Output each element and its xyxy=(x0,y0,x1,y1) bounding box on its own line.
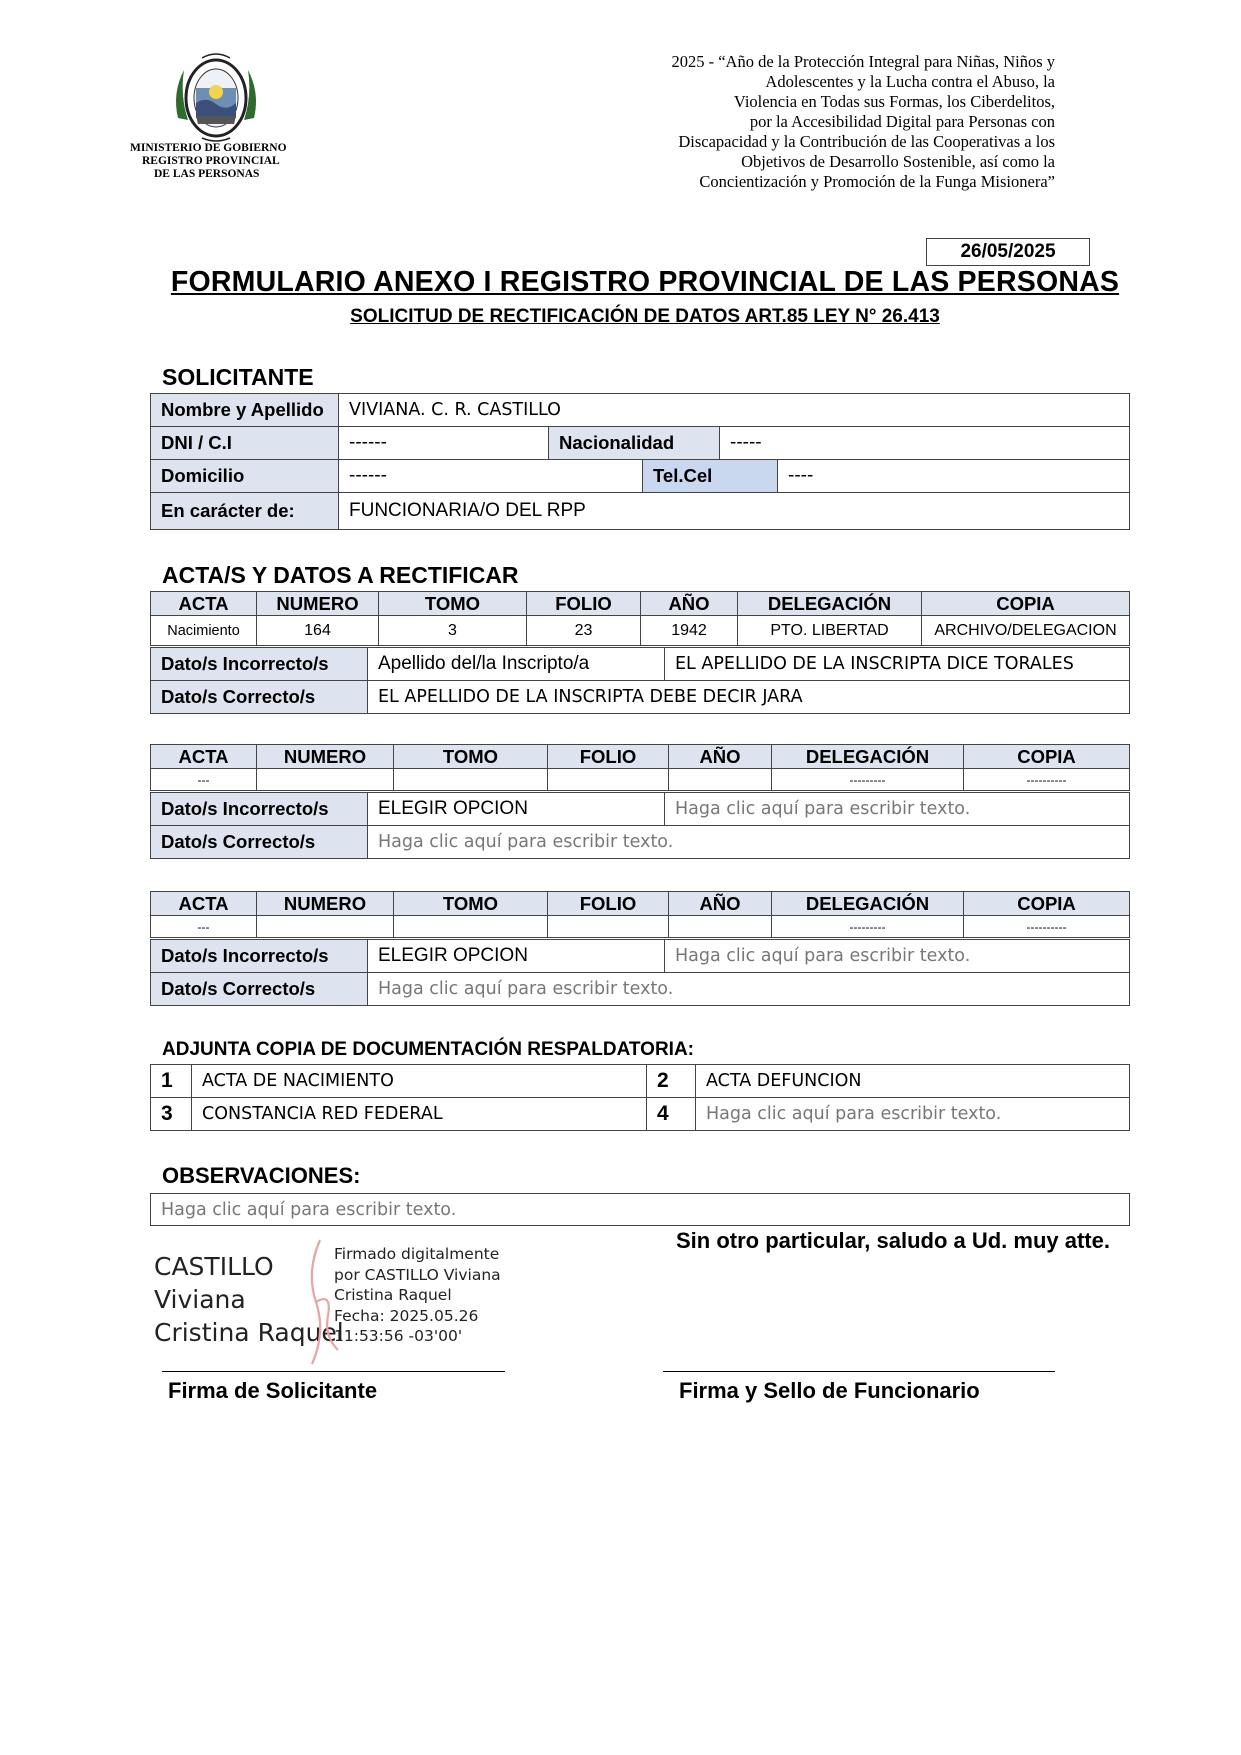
attachment-number: 3 xyxy=(151,1098,192,1131)
observations-table xyxy=(150,1193,1130,1226)
numero-field[interactable] xyxy=(257,916,394,938)
tomo-field[interactable] xyxy=(394,769,548,791)
tomo-field[interactable] xyxy=(394,916,548,938)
incorrect-option-select[interactable]: Apellido del/la Inscripto/a xyxy=(368,648,665,681)
incorrect-label: Dato/s Incorrecto/s xyxy=(151,648,368,681)
header-tomo: TOMO xyxy=(379,592,527,616)
attachment-number: 1 xyxy=(151,1065,192,1098)
attachments-table xyxy=(150,1064,1130,1131)
header-tomo: TOMO xyxy=(394,892,548,916)
acta-block-2-corrections xyxy=(150,792,1130,859)
header-numero: NUMERO xyxy=(257,592,379,616)
header-numero: NUMERO xyxy=(257,892,394,916)
header-acta: ACTA xyxy=(151,892,257,916)
form-title: FORMULARIO ANEXO I REGISTRO PROVINCIAL DE LAS PERSONAS xyxy=(170,266,1120,298)
header-tomo: TOMO xyxy=(394,745,548,769)
form-date[interactable]: 26/05/2025 xyxy=(926,238,1090,266)
delegacion-select[interactable]: PTO. LIBERTAD xyxy=(738,616,922,646)
dni-label: DNI / C.I xyxy=(151,427,339,460)
numero-field[interactable]: 164 xyxy=(257,616,379,646)
signature-detail-line: Firmado digitalmente xyxy=(334,1245,500,1263)
correct-text-field[interactable]: Haga clic aquí para escribir texto. xyxy=(368,973,1130,1006)
incorrect-option-select[interactable]: ELEGIR OPCION xyxy=(368,793,665,826)
address-label: Domicilio xyxy=(151,460,339,493)
motto-line: Violencia en Todas sus Formas, los Ciberdelitos, xyxy=(733,92,1055,111)
acta-type-select[interactable]: Nacimiento xyxy=(151,616,257,646)
header-anio: AÑO xyxy=(669,892,772,916)
incorrect-label: Dato/s Incorrecto/s xyxy=(151,940,368,973)
motto-line: Discapacidad y la Contribución de las Cooperativas a los xyxy=(678,132,1055,151)
nationality-label: Nacionalidad xyxy=(549,427,720,460)
observations-field[interactable]: Haga clic aquí para escribir texto. xyxy=(151,1194,1130,1226)
header-folio: FOLIO xyxy=(548,745,669,769)
observations-heading: OBSERVACIONES: xyxy=(162,1163,361,1188)
header-acta: ACTA xyxy=(151,592,257,616)
correct-text-field[interactable]: Haga clic aquí para escribir texto. xyxy=(368,826,1130,859)
incorrect-text-field[interactable]: Haga clic aquí para escribir texto. xyxy=(665,940,1130,973)
incorrect-text-field[interactable]: EL APELLIDO DE LA INSCRIPTA DICE TORALES xyxy=(665,648,1130,681)
acta-block-2 xyxy=(150,744,1130,791)
acta-block-3 xyxy=(150,891,1130,938)
header-folio: FOLIO xyxy=(527,592,641,616)
ministry-line: REGISTRO PROVINCIAL xyxy=(142,155,280,167)
attachment-field-3[interactable]: CONSTANCIA RED FEDERAL xyxy=(192,1098,647,1131)
folio-field[interactable]: 23 xyxy=(527,616,641,646)
motto-line: Concientización y Promoción de la Funga Misionera” xyxy=(699,172,1055,191)
attachment-field-2[interactable]: ACTA DEFUNCION xyxy=(696,1065,1130,1098)
nationality-field[interactable]: ----- xyxy=(720,427,1130,460)
phone-label: Tel.Cel xyxy=(643,460,778,493)
official-signature-line xyxy=(663,1371,1055,1372)
header-copia: COPIA xyxy=(964,892,1130,916)
role-field[interactable]: FUNCIONARIA/O DEL RPP xyxy=(339,493,1130,530)
header-delegacion: DELEGACIÓN xyxy=(772,892,964,916)
applicant-signature-line xyxy=(162,1371,505,1372)
header-folio: FOLIO xyxy=(548,892,669,916)
signer-name-line: Viviana xyxy=(154,1285,246,1314)
anio-field[interactable]: 1942 xyxy=(641,616,738,646)
province-seal-logo xyxy=(166,48,266,144)
header-numero: NUMERO xyxy=(257,745,394,769)
signer-name-line: CASTILLO xyxy=(154,1252,274,1281)
address-field[interactable]: ------ xyxy=(339,460,643,493)
acta-type-select[interactable]: --- xyxy=(151,916,257,938)
digital-signature-details xyxy=(334,1244,501,1347)
signer-name-line: Cristina Raquel xyxy=(154,1318,344,1347)
correct-text-field[interactable]: EL APELLIDO DE LA INSCRIPTA DEBE DECIR JARA xyxy=(368,681,1130,714)
closing-text: Sin otro particular, saludo a Ud. muy atte. xyxy=(676,1228,1110,1253)
delegacion-select[interactable]: --------- xyxy=(772,916,964,938)
incorrect-text-field[interactable]: Haga clic aquí para escribir texto. xyxy=(665,793,1130,826)
header-anio: AÑO xyxy=(641,592,738,616)
acta-type-select[interactable]: --- xyxy=(151,769,257,791)
header-copia: COPIA xyxy=(964,745,1130,769)
signature-detail-line: Fecha: 2025.05.26 xyxy=(334,1306,479,1325)
name-field[interactable]: VIVIANA. C. R. CASTILLO xyxy=(339,394,1130,427)
numero-field[interactable] xyxy=(257,769,394,791)
correct-label: Dato/s Correcto/s xyxy=(151,973,368,1006)
acta-block-3-corrections xyxy=(150,939,1130,1006)
ministry-name xyxy=(130,142,310,181)
delegacion-select[interactable]: --------- xyxy=(772,769,964,791)
acta-block-1-corrections xyxy=(150,647,1130,714)
anio-field[interactable] xyxy=(669,769,772,791)
form-subtitle: SOLICITUD DE RECTIFICACIÓN DE DATOS ART.85 LEY N° 26.413 xyxy=(350,306,940,327)
header-anio: AÑO xyxy=(669,745,772,769)
attachment-number: 4 xyxy=(647,1098,696,1131)
header-delegacion: DELEGACIÓN xyxy=(772,745,964,769)
name-label: Nombre y Apellido xyxy=(151,394,339,427)
actas-heading: ACTA/S Y DATOS A RECTIFICAR xyxy=(162,562,519,588)
year-motto xyxy=(495,52,1055,192)
copia-select[interactable]: ARCHIVO/DELEGACION xyxy=(922,616,1130,646)
official-signature-label: Firma y Sello de Funcionario xyxy=(679,1378,980,1403)
signature-detail-line: por CASTILLO Viviana xyxy=(334,1265,501,1284)
ministry-line: DE LAS PERSONAS xyxy=(154,168,260,180)
acta-block-1 xyxy=(150,591,1130,646)
copia-select[interactable]: ---------- xyxy=(964,769,1130,791)
correct-label: Dato/s Correcto/s xyxy=(151,826,368,859)
role-label: En carácter de: xyxy=(151,493,339,530)
motto-line: 2025 - “Año de la Protección Integral para Niñas, Niños y xyxy=(671,52,1055,71)
header-delegacion: DELEGACIÓN xyxy=(738,592,922,616)
header-copia: COPIA xyxy=(922,592,1130,616)
phone-field[interactable]: ---- xyxy=(778,460,1130,493)
tomo-field[interactable]: 3 xyxy=(379,616,527,646)
applicant-signature-label: Firma de Solicitante xyxy=(168,1378,378,1403)
attachment-number: 2 xyxy=(647,1065,696,1098)
attachment-field-4[interactable]: Haga clic aquí para escribir texto. xyxy=(696,1098,1130,1131)
header-acta: ACTA xyxy=(151,745,257,769)
incorrect-label: Dato/s Incorrecto/s xyxy=(151,793,368,826)
signature-detail-line: Cristina Raquel xyxy=(334,1286,452,1304)
solicitante-heading: SOLICITANTE xyxy=(162,364,314,390)
ministry-line: MINISTERIO DE GOBIERNO xyxy=(130,142,287,154)
anio-field[interactable] xyxy=(669,916,772,938)
motto-line: por la Accesibilidad Digital para Personas con xyxy=(749,112,1055,131)
attachment-field-1[interactable]: ACTA DE NACIMIENTO xyxy=(192,1065,647,1098)
correct-label: Dato/s Correcto/s xyxy=(151,681,368,714)
copia-select[interactable]: ---------- xyxy=(964,916,1130,938)
dni-field[interactable]: ------ xyxy=(339,427,549,460)
motto-line: Objetivos de Desarrollo Sostenible, así como la xyxy=(741,152,1055,171)
attachments-heading: ADJUNTA COPIA DE DOCUMENTACIÓN RESPALDATORIA: xyxy=(162,1039,694,1060)
folio-field[interactable] xyxy=(548,916,669,938)
solicitante-table xyxy=(150,393,1130,530)
incorrect-option-select[interactable]: ELEGIR OPCION xyxy=(368,940,665,973)
motto-line: Adolescentes y la Lucha contra el Abuso, la xyxy=(765,72,1055,91)
signature-detail-line: 11:53:56 -03'00' xyxy=(334,1327,463,1345)
folio-field[interactable] xyxy=(548,769,669,791)
